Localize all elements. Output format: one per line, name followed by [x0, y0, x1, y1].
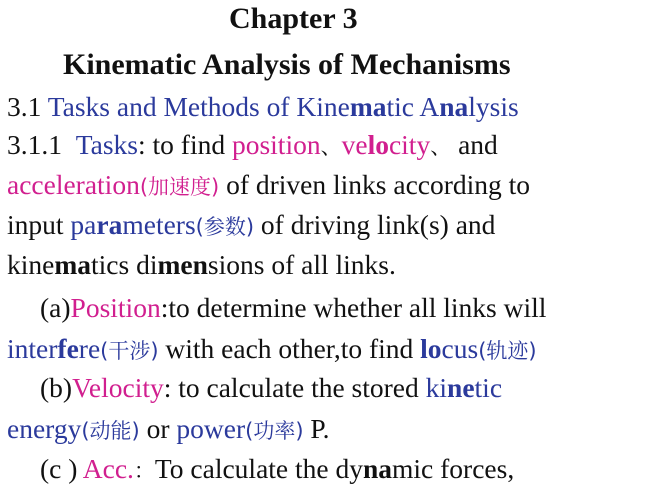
term-interfere: interfere(干涉) [7, 333, 159, 364]
subsection-line-2: acceleration(加速度) of driven links according to [7, 169, 531, 200]
subsection-number: 3.1.1 [7, 129, 62, 160]
term-acceleration: acceleration [7, 169, 140, 200]
term-velocity: velocity [341, 129, 431, 160]
subsection-line-1: 3.1.1 Tasks: to find position、velocity、 and [7, 129, 498, 160]
chapter-title: Chapter 3 [229, 2, 358, 35]
item-c-line-1: (c ) Acc.：To calculate the dynamic forces, [40, 453, 515, 484]
term-position: position [231, 129, 321, 160]
tasks-label: Tasks [75, 129, 138, 160]
term-parameters: parameters(参数) [70, 209, 255, 240]
item-a-line-1: (a)Position:to determine whether all links will [40, 292, 547, 323]
term-energy: energy(动能) [7, 413, 140, 444]
section-heading [7, 91, 519, 123]
term-acceleration-cn: (加速度) [139, 175, 220, 199]
section-title: Tasks and Methods of Kinematic Analysis [47, 91, 519, 122]
item-b-line-2: energy(动能) or power(功率) P. [7, 413, 330, 444]
term-acc: Acc. [82, 453, 134, 484]
term-locus: locus(轨迹) [420, 333, 537, 364]
item-b-line-1: (b)Velocity: to calculate the stored kinetic [40, 372, 503, 403]
section-number: 3.1 [7, 91, 42, 122]
term-power: power(功率) [176, 413, 304, 444]
subsection-line-3: input parameters(参数) of driving link(s) and [7, 209, 496, 240]
term-velocity-b: Velocity [72, 372, 164, 403]
subsection-line-4: kinematics dimensions of all links. [7, 249, 396, 280]
chapter-subtitle: Kinematic Analysis of Mechanisms [63, 48, 511, 81]
item-a-line-2: interfere(干涉) with each other,to find locus(轨迹) [7, 333, 537, 364]
term-position-a: Position [70, 292, 161, 323]
term-kinetic: kinetic [425, 372, 503, 403]
